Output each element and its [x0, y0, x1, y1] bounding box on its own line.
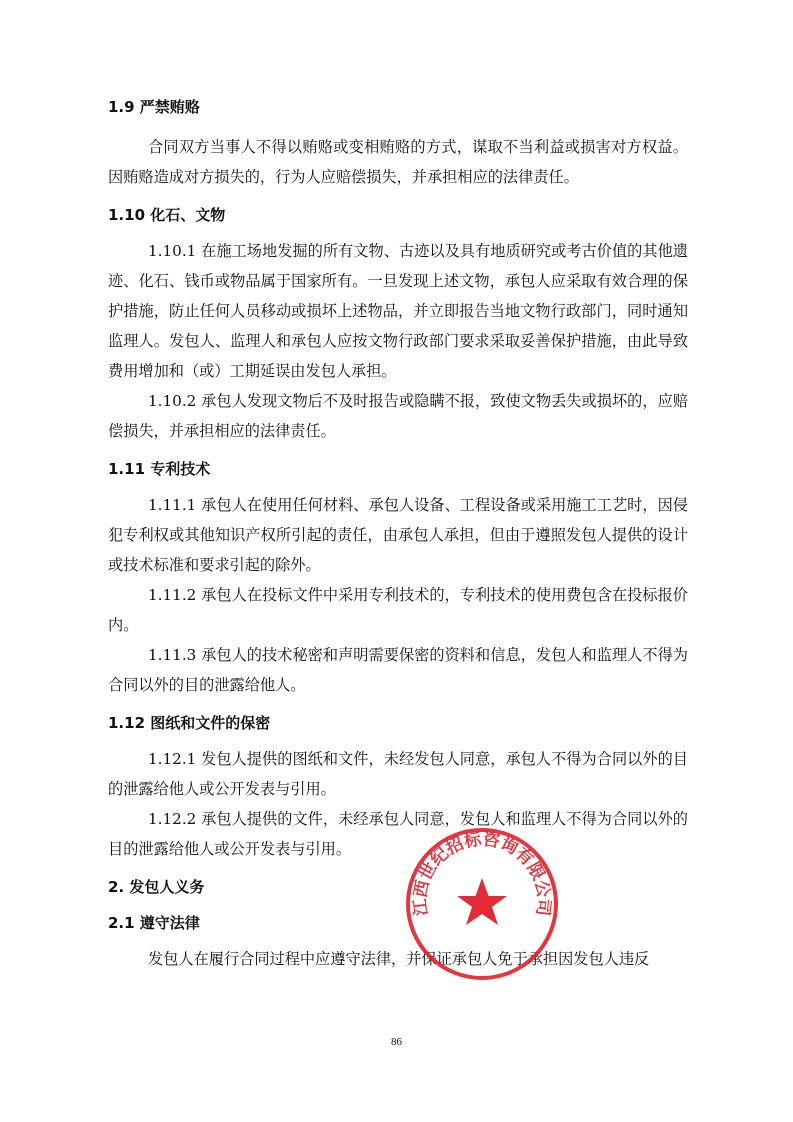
- paragraph-1-10-1: 1.10.1 在施工场地发掘的所有文物、古迹以及具有地质研究或考古价值的其他遗迹、化石、钱币或物品属于国家所有。一旦发现上述文物，承包人应采取有效合理的保护措施，防止任何人员移动或损坏上述物品，并立即报告当地文物行政部门，同时通知监理人。发包人、监理人和承包人应按文物行政部门要求采取妥善保护措施，由此导致费用增加和（或）工期延误由发包人承担。: [108, 242, 688, 380]
- heading-2: 2. 发包人义务: [108, 878, 205, 896]
- paragraph-1-12-2: 1.12.2 承包人提供的文件，未经承包人同意，发包人和监理人不得为合同以外的目的泄露给他人或公开发表与引用。: [108, 810, 688, 858]
- heading-1-12: 1.12 图纸和文件的保密: [108, 714, 271, 732]
- paragraph-1-12-1: 1.12.1 发包人提供的图纸和文件，未经发包人同意，承包人不得为合同以外的目的泄露给他人或公开发表与引用。: [108, 750, 688, 798]
- heading-1-11: 1.11 专利技术: [108, 460, 211, 478]
- paragraph-1-11-1: 1.11.1 承包人在使用任何材料、承包人设备、工程设备或采用施工工艺时，因侵犯专利权或其他知识产权所引起的责任，由承包人承担，但由于遵照发包人提供的设计或技术标准和要求引起的除外。: [108, 496, 688, 574]
- seal-text: 江西世纪招标咨询有限公司: [410, 829, 554, 917]
- star-icon: [457, 878, 507, 925]
- page-content: [108, 96, 688, 974]
- company-seal: [404, 826, 560, 982]
- heading-2-1: 2.1 遵守法律: [108, 914, 200, 932]
- paragraph-1-10-2: 1.10.2 承包人发现文物后不及时报告或隐瞒不报，致使文物丢失或损坏的，应赔偿损失，并承担相应的法律责任。: [108, 392, 688, 440]
- page-number: 86: [391, 1036, 402, 1048]
- paragraph-1-9: 合同双方当事人不得以贿赂或变相贿赂的方式，谋取不当利益或损害对方权益。因贿赂造成对方损失的，行为人应赔偿损失，并承担相应的法律责任。: [108, 138, 688, 186]
- paragraph-1-11-3: 1.11.3 承包人的技术秘密和声明需要保密的资料和信息，发包人和监理人不得为合同以外的目的泄露给他人。: [108, 646, 688, 694]
- paragraph-1-11-2: 1.11.2 承包人在投标文件中采用专利技术的，专利技术的使用费包含在投标报价内。: [108, 586, 688, 634]
- heading-1-9: 1.9 严禁贿赂: [108, 98, 200, 116]
- paragraph-2-1: 发包人在履行合同过程中应遵守法律，并保证承包人免于承担因发包人违反: [148, 950, 650, 968]
- heading-1-10: 1.10 化石、文物: [108, 206, 226, 224]
